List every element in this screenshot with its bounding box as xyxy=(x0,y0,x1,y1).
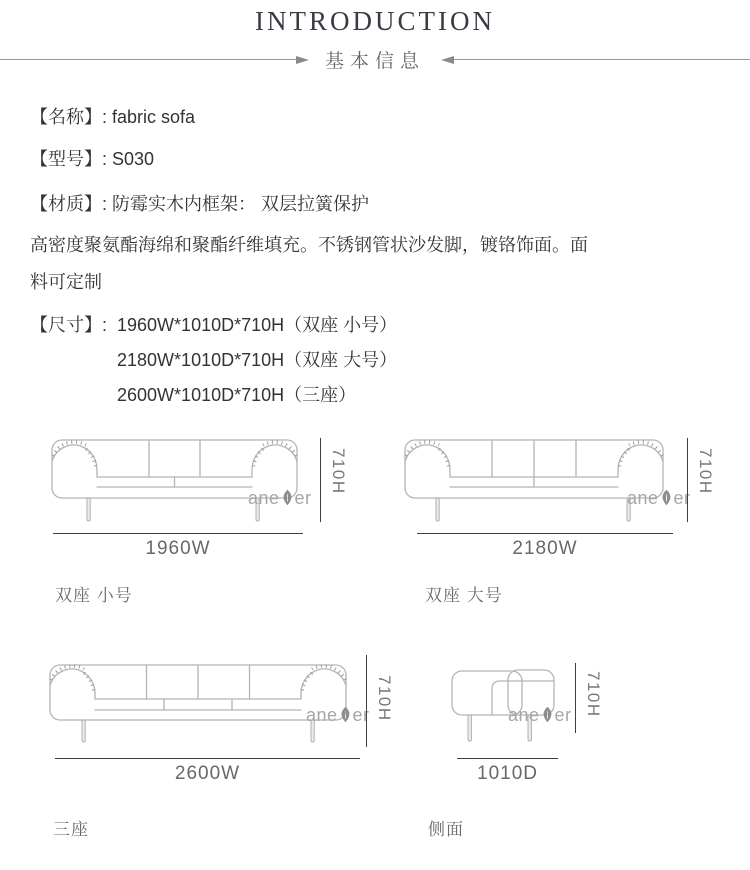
material-detail-line2: 料可定制 xyxy=(30,272,102,292)
width-dimension-line xyxy=(53,533,303,534)
divider-line-left xyxy=(0,59,296,60)
diagram-caption: 双座 大号 xyxy=(425,586,503,605)
watermark-text: ane xyxy=(248,487,280,508)
product-info xyxy=(30,104,720,413)
material-detail xyxy=(30,227,720,301)
watermark-text: ane xyxy=(627,487,659,508)
leaf-logo-icon xyxy=(660,488,673,507)
diagram-caption: 侧面 xyxy=(428,820,464,839)
dimension-option: 1960W*1010D*710H（双座 小号） xyxy=(117,315,398,335)
height-dimension-label: 710H xyxy=(696,448,715,495)
height-dimension-line xyxy=(575,663,576,733)
sofa-front-drawing xyxy=(403,436,665,524)
width-dimension-label: 1010D xyxy=(477,763,538,784)
brand-watermark xyxy=(508,705,572,724)
watermark-text: er xyxy=(673,487,691,508)
height-dimension-line xyxy=(320,438,321,522)
watermark-text: er xyxy=(352,704,370,725)
material-row: 【材质】: 防霉实木内框架： 双层拉簧保护 xyxy=(30,194,370,214)
height-dimension-label: 710H xyxy=(375,675,394,722)
brand-watermark xyxy=(627,488,691,507)
dimensions-section xyxy=(30,308,720,413)
leaf-logo-icon xyxy=(281,488,294,507)
dimension-option: 2180W*1010D*710H（双座 大号） xyxy=(117,350,398,370)
watermark-text: ane xyxy=(306,704,338,725)
height-dimension-label: 710H xyxy=(329,448,348,495)
width-dimension-line xyxy=(457,758,558,759)
height-dimension-line xyxy=(687,438,688,522)
watermark-text: er xyxy=(294,487,312,508)
product-name-row: 【名称】: fabric sofa xyxy=(30,107,196,127)
leaf-logo-icon xyxy=(541,705,554,724)
divider-line-right xyxy=(454,59,750,60)
material-detail-line1: 高密度聚氨酯海绵和聚酯纤维填充。不锈钢管状沙发脚，镀铬饰面。面 xyxy=(30,235,588,255)
diagram-caption: 三座 xyxy=(53,820,89,839)
height-dimension-label: 710H xyxy=(584,671,603,718)
width-dimension-label: 2180W xyxy=(512,538,578,559)
model-row: 【型号】: S030 xyxy=(30,149,155,169)
diagram-two-seat-large xyxy=(403,436,750,566)
page-title: INTRODUCTION xyxy=(255,6,495,36)
arrowhead-right-icon xyxy=(296,56,309,64)
width-dimension-label: 1960W xyxy=(145,538,211,559)
brand-watermark xyxy=(248,488,312,507)
brand-watermark xyxy=(306,705,370,724)
diagram-side-view xyxy=(450,659,610,794)
sofa-side-drawing xyxy=(450,659,556,743)
leaf-logo-icon xyxy=(339,705,352,724)
arrowhead-left-icon xyxy=(441,56,454,64)
section-subtitle: 基本信息 xyxy=(325,51,426,72)
watermark-text: er xyxy=(554,704,572,725)
height-dimension-line xyxy=(366,655,367,747)
diagram-three-seat xyxy=(48,659,400,794)
width-dimension-line xyxy=(55,758,360,759)
dimension-option: 2600W*1010D*710H（三座） xyxy=(117,385,357,405)
diagram-caption: 双座 小号 xyxy=(55,586,133,605)
width-dimension-line xyxy=(417,533,673,534)
diagram-two-seat-small xyxy=(48,436,400,566)
dimensions-list xyxy=(117,308,397,413)
watermark-text: ane xyxy=(508,704,540,725)
sofa-front-drawing xyxy=(48,661,348,745)
section-divider xyxy=(0,46,750,73)
width-dimension-label: 2600W xyxy=(174,763,241,784)
dimensions-label: 【尺寸】: xyxy=(30,315,108,335)
sofa-front-drawing xyxy=(50,436,300,524)
